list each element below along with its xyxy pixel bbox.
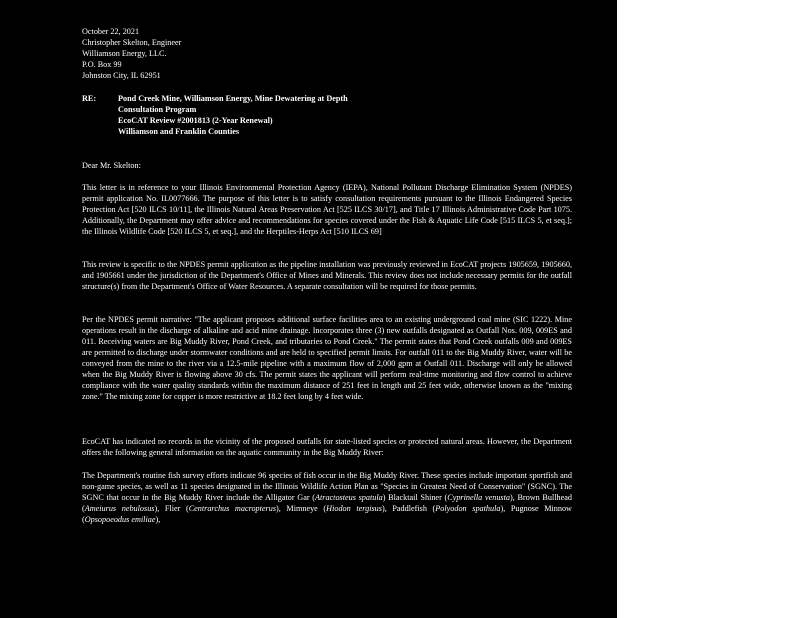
text-run: ), Mimneye ( (276, 504, 327, 513)
paragraph-1 (82, 182, 572, 237)
paragraph-4 (82, 436, 572, 458)
paragraph-text (82, 470, 572, 525)
letter-date: October 22, 2021 (82, 27, 140, 36)
addressee-line: Johnston City, IL 62951 (82, 71, 161, 80)
text-run: ), (155, 515, 161, 524)
re-subject-line: Williamson and Franklin Counties (118, 127, 240, 136)
addressee-line: Christopher Skelton, Engineer (82, 38, 182, 47)
paragraph-text: EcoCAT has indicated no records in the vicinity of the proposed outfalls for state-listed species or protected natural areas. However, the Department offers the following general information on the aquatic community in the Big Muddy River: (82, 437, 572, 457)
species-name: Ameiurus nebulosus (84, 504, 155, 513)
re-subject-line: EcoCAT Review #2001813 (2-Year Renewal) (118, 116, 273, 125)
text-run: ), Paddlefish ( (381, 504, 436, 513)
salutation: Dear Mr. Skelton: (82, 161, 141, 170)
letter-header (82, 26, 181, 81)
addressee-line: P.O. Box 99 (82, 60, 122, 69)
species-name: Polyodon spathula (435, 504, 501, 513)
paragraph-2 (82, 259, 572, 292)
species-name: Hiodon tergisus (326, 504, 382, 513)
text-run: ), Pugnose Minnow ( (82, 504, 572, 524)
re-subject (118, 93, 348, 137)
species-name: Cyprinella venusta (447, 493, 510, 502)
species-name: Opsopoeodus emiliae (84, 515, 156, 524)
text-run: ), Brown Bullhead ( (82, 493, 572, 513)
text-run: ) Blacktail Shiner ( (382, 493, 448, 502)
paragraph-text: This review is specific to the NPDES permit application as the pipeline installation was previously reviewed in EcoCAT projects 1905659, 1905660, and 1905661 under the jurisdiction of the Department's Office of Mines and Minerals. This review does not include necessary permits for the outfall structure(s) from the Department's Office of Water Resources. A separate consultation will be required for those permits. (82, 260, 572, 291)
re-label: RE: (82, 94, 97, 103)
paragraph-5 (82, 470, 572, 525)
text-run: The Department's routine fish survey efforts indicate 96 species of fish occur in the Big Muddy River. These species include important sportfish and non-game species, as well as 11 species designated in the Illinois Wildlife Action Plan as "Species in Greatest Need of Conservation" (SGNC). The SGNC that occur in the Big Muddy River include the Alligator Gar ( (82, 471, 572, 502)
text-run: ), Flier ( (154, 504, 189, 513)
paragraph-text: Per the NPDES permit narrative: "The applicant proposes additional surface facilities area to an existing underground coal mine (SIC 1222). Mine operations result in the discharge of alkaline and acid mine drainage. Incorporates three (3) new outfalls designated as Outfall Nos. 009, 009ES and 011. Receiving waters are Big Muddy River, Pond Creek, and tributaries to Pond Creek." The permit states that Pond Creek outfalls 009 and 009ES are permitted to discharge under stormwater conditions and are held to specified permit limits. For outfall 011 to the Big Muddy River, water will be conveyed from the mine to the river via a 12.5-mile pipeline with a maximum flow of 2,000 gpm at Outfall 011. Discharge will only be allowed when the Big Muddy River is flowing above 30 cfs. The permit states the applicant will perform real-time monitoring and flow control to achieve compliance with the water quality standards within the maximum distance of 251 feet in length and 25 feet wide, otherwise known as the "mixing zone." The mixing zone for copper is more restrictive at 18.2 feet long by 4 feet wide. (82, 315, 572, 401)
paragraph-text: This letter is in reference to your Illinois Environmental Protection Agency (IEPA), National Pollutant Discharge Elimination System (NPDES) permit application No. IL0077666. The purpose of this letter is to satisfy consultation requirements pursuant to the Illinois Endangered Species Protection Act [520 ILCS 10/11], the Illinois Natural Areas Preservation Act [525 ILCS 30/17], and Title 17 Illinois Administrative Code Part 1075. Additionally, the Department may offer advice and recommendations for species covered under the Fish & Aquatic Life Code [515 ILCS 5, et seq.]; the Illinois Wildlife Code [520 ILCS 5, et seq.], and the Herptiles-Herps Act [510 ILCS 69] (82, 183, 572, 236)
species-name: Centrarchus macropterus (188, 504, 277, 513)
re-subject-line: Pond Creek Mine, Williamson Energy, Mine Dewatering at Depth (118, 94, 348, 103)
re-subject-line: Consultation Program (118, 105, 197, 114)
paragraph-3 (82, 314, 572, 402)
addressee-line: Williamson Energy, LLC. (82, 49, 167, 58)
species-name: Atractosteus spatula (314, 493, 383, 502)
